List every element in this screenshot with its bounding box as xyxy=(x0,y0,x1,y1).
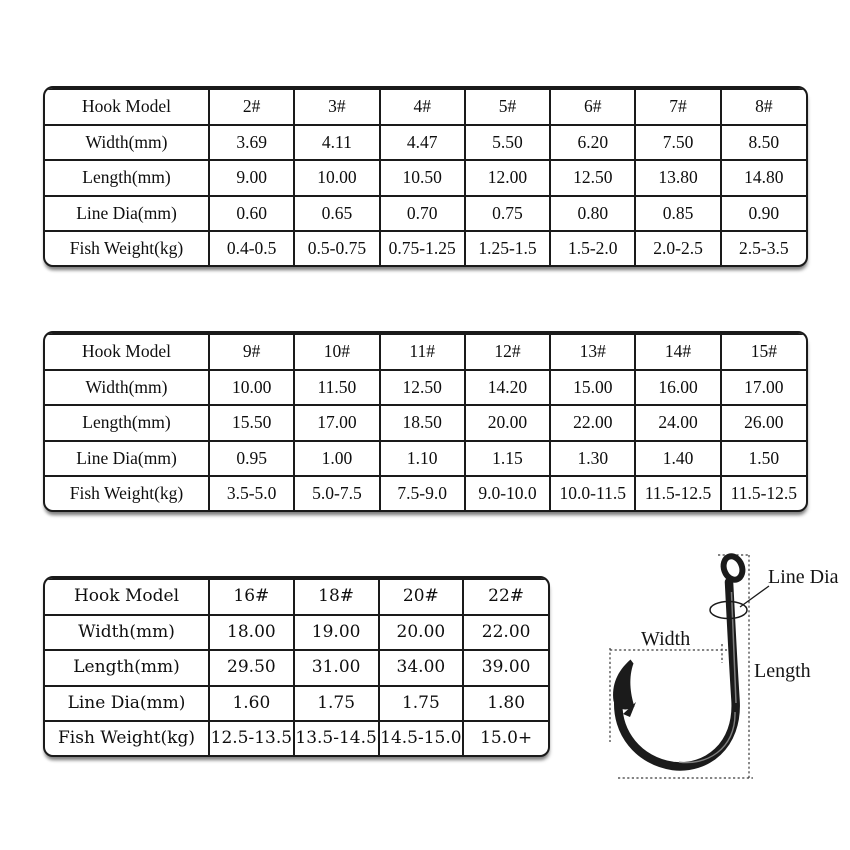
model-header-cell: 18# xyxy=(294,579,379,615)
value-cell: 12.5-13.5 xyxy=(209,721,294,755)
value-cell: 14.5-15.0 xyxy=(379,721,464,755)
value-cell: 5.0-7.5 xyxy=(294,476,379,510)
hook-dimension-diagram xyxy=(585,538,850,810)
hook-diagram-svg xyxy=(585,538,850,810)
row-label-cell: Line Dia(mm) xyxy=(45,441,209,477)
header-label-cell: Hook Model xyxy=(45,89,209,125)
table-row xyxy=(45,334,806,370)
value-cell: 22.00 xyxy=(463,615,548,651)
value-cell: 10.00 xyxy=(209,370,294,406)
value-cell: 0.90 xyxy=(721,196,806,232)
value-cell: 3.5-5.0 xyxy=(209,476,294,510)
value-cell: 11.5-12.5 xyxy=(635,476,720,510)
model-header-cell: 22# xyxy=(463,579,548,615)
model-header-cell: 2# xyxy=(209,89,294,125)
table-row xyxy=(45,441,806,477)
value-cell: 0.60 xyxy=(209,196,294,232)
value-cell: 10.0-11.5 xyxy=(550,476,635,510)
value-cell: 5.50 xyxy=(465,125,550,161)
table-row xyxy=(45,615,548,651)
value-cell: 4.11 xyxy=(294,125,379,161)
row-label-cell: Length(mm) xyxy=(45,405,209,441)
value-cell: 11.50 xyxy=(294,370,379,406)
value-cell: 18.00 xyxy=(209,615,294,651)
table-row xyxy=(45,476,806,510)
value-cell: 18.50 xyxy=(380,405,465,441)
value-cell: 12.50 xyxy=(550,160,635,196)
model-header-cell: 16# xyxy=(209,579,294,615)
table-row xyxy=(45,231,806,265)
value-cell: 34.00 xyxy=(379,650,464,686)
model-header-cell: 6# xyxy=(550,89,635,125)
model-header-cell: 11# xyxy=(380,334,465,370)
model-header-cell: 3# xyxy=(294,89,379,125)
value-cell: 1.75 xyxy=(379,686,464,722)
value-cell: 20.00 xyxy=(465,405,550,441)
value-cell: 1.25-1.5 xyxy=(465,231,550,265)
width-label: Width xyxy=(641,628,691,650)
model-header-cell: 9# xyxy=(209,334,294,370)
table-row xyxy=(45,89,806,125)
value-cell: 1.60 xyxy=(209,686,294,722)
spec-table-grid xyxy=(45,578,548,755)
value-cell: 12.00 xyxy=(465,160,550,196)
value-cell: 29.50 xyxy=(209,650,294,686)
value-cell: 3.69 xyxy=(209,125,294,161)
hook-size-table-3 xyxy=(43,576,550,757)
value-cell: 1.30 xyxy=(550,441,635,477)
model-header-cell: 20# xyxy=(379,579,464,615)
table-row xyxy=(45,370,806,406)
line-dia-label: Line Dia xyxy=(768,566,839,588)
value-cell: 31.00 xyxy=(294,650,379,686)
table-row xyxy=(45,160,806,196)
model-header-cell: 8# xyxy=(721,89,806,125)
row-label-cell: Length(mm) xyxy=(45,650,209,686)
value-cell: 1.5-2.0 xyxy=(550,231,635,265)
table-row xyxy=(45,196,806,232)
row-label-cell: Length(mm) xyxy=(45,160,209,196)
row-label-cell: Fish Weight(kg) xyxy=(45,476,209,510)
model-header-cell: 14# xyxy=(635,334,720,370)
value-cell: 0.5-0.75 xyxy=(294,231,379,265)
table-row xyxy=(45,405,806,441)
table-row xyxy=(45,721,548,755)
value-cell: 15.0+ xyxy=(463,721,548,755)
value-cell: 15.00 xyxy=(550,370,635,406)
value-cell: 22.00 xyxy=(550,405,635,441)
hook-size-table-1 xyxy=(43,86,808,267)
row-label-cell: Width(mm) xyxy=(45,615,209,651)
model-header-cell: 12# xyxy=(465,334,550,370)
value-cell: 20.00 xyxy=(379,615,464,651)
row-label-cell: Width(mm) xyxy=(45,370,209,406)
model-header-cell: 7# xyxy=(635,89,720,125)
value-cell: 17.00 xyxy=(294,405,379,441)
value-cell: 1.80 xyxy=(463,686,548,722)
value-cell: 0.70 xyxy=(380,196,465,232)
value-cell: 16.00 xyxy=(635,370,720,406)
hook-eye xyxy=(720,554,745,583)
value-cell: 7.5-9.0 xyxy=(380,476,465,510)
model-header-cell: 15# xyxy=(721,334,806,370)
row-label-cell: Line Dia(mm) xyxy=(45,686,209,722)
value-cell: 9.0-10.0 xyxy=(465,476,550,510)
value-cell: 1.50 xyxy=(721,441,806,477)
value-cell: 1.15 xyxy=(465,441,550,477)
value-cell: 0.75-1.25 xyxy=(380,231,465,265)
table-row xyxy=(45,650,548,686)
hook-shank-and-bend xyxy=(618,582,735,766)
value-cell: 4.47 xyxy=(380,125,465,161)
model-header-cell: 10# xyxy=(294,334,379,370)
value-cell: 1.40 xyxy=(635,441,720,477)
table-row xyxy=(45,686,548,722)
model-header-cell: 4# xyxy=(380,89,465,125)
value-cell: 8.50 xyxy=(721,125,806,161)
value-cell: 0.95 xyxy=(209,441,294,477)
value-cell: 17.00 xyxy=(721,370,806,406)
hook-size-table-2 xyxy=(43,331,808,512)
table-row xyxy=(45,125,806,161)
value-cell: 13.80 xyxy=(635,160,720,196)
value-cell: 24.00 xyxy=(635,405,720,441)
spec-table-grid xyxy=(45,333,806,510)
header-label-cell: Hook Model xyxy=(45,334,209,370)
value-cell: 15.50 xyxy=(209,405,294,441)
line-dia-pointer-line xyxy=(740,586,769,607)
value-cell: 10.00 xyxy=(294,160,379,196)
value-cell: 19.00 xyxy=(294,615,379,651)
value-cell: 0.65 xyxy=(294,196,379,232)
row-label-cell: Width(mm) xyxy=(45,125,209,161)
value-cell: 0.85 xyxy=(635,196,720,232)
row-label-cell: Line Dia(mm) xyxy=(45,196,209,232)
value-cell: 7.50 xyxy=(635,125,720,161)
value-cell: 0.80 xyxy=(550,196,635,232)
value-cell: 0.75 xyxy=(465,196,550,232)
row-label-cell: Fish Weight(kg) xyxy=(45,231,209,265)
model-header-cell: 5# xyxy=(465,89,550,125)
value-cell: 14.80 xyxy=(721,160,806,196)
value-cell: 2.5-3.5 xyxy=(721,231,806,265)
header-label-cell: Hook Model xyxy=(45,579,209,615)
length-label: Length xyxy=(754,660,811,682)
value-cell: 6.20 xyxy=(550,125,635,161)
value-cell: 13.5-14.5 xyxy=(294,721,379,755)
hook-point xyxy=(613,660,634,710)
row-label-cell: Fish Weight(kg) xyxy=(45,721,209,755)
value-cell: 14.20 xyxy=(465,370,550,406)
spec-table-grid xyxy=(45,88,806,265)
value-cell: 9.00 xyxy=(209,160,294,196)
model-header-cell: 13# xyxy=(550,334,635,370)
value-cell: 1.75 xyxy=(294,686,379,722)
value-cell: 2.0-2.5 xyxy=(635,231,720,265)
value-cell: 26.00 xyxy=(721,405,806,441)
value-cell: 1.10 xyxy=(380,441,465,477)
value-cell: 12.50 xyxy=(380,370,465,406)
value-cell: 10.50 xyxy=(380,160,465,196)
value-cell: 1.00 xyxy=(294,441,379,477)
value-cell: 39.00 xyxy=(463,650,548,686)
table-row xyxy=(45,579,548,615)
value-cell: 11.5-12.5 xyxy=(721,476,806,510)
value-cell: 0.4-0.5 xyxy=(209,231,294,265)
